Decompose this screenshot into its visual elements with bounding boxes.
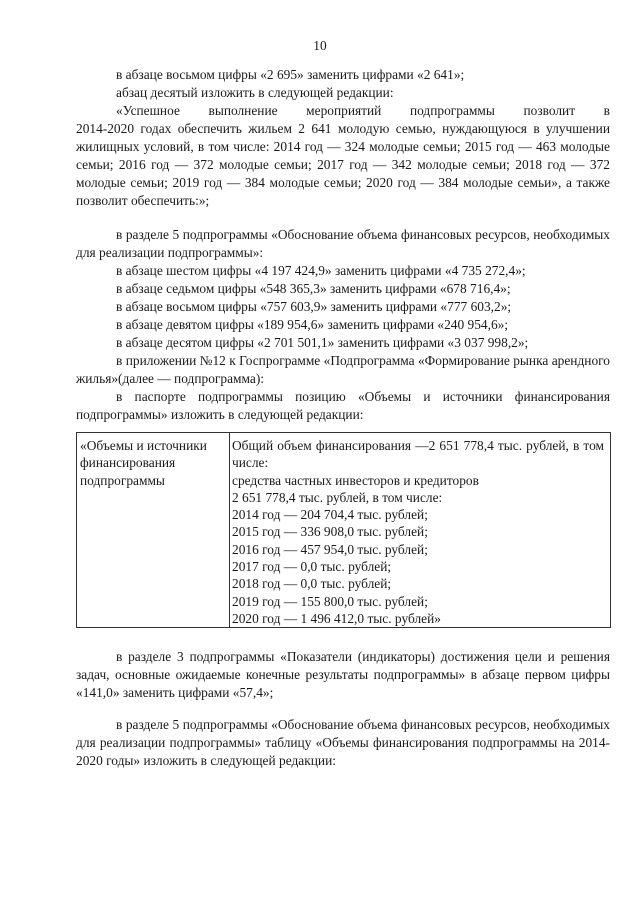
list-item: в абзаце восьмом цифры «757 603,9» заменить цифрами «777 603,2»; (116, 299, 512, 314)
quote-word: мероприятий (306, 103, 382, 118)
quote-word: подпрограммы (409, 103, 495, 118)
quote-first-line (76, 102, 610, 120)
quote-word: позволит (523, 103, 576, 118)
section-5-intro: в разделе 5 подпрограммы «Обоснование объема финансовых ресурсов, необходимых для реализации подпрограммы»: (76, 227, 610, 260)
financing-label-cell (77, 433, 230, 627)
amendment-section-1 (76, 66, 610, 210)
list-item: в абзаце седьмом цифры «548 365,3» заменить цифрами «678 716,4»; (116, 281, 511, 296)
amendment-section-4 (76, 716, 610, 770)
list-item: в абзаце девятом цифры «189 954,6» заменить цифрами «240 954,6»; (116, 317, 509, 332)
quote-word: «Успешное (116, 103, 180, 118)
financing-table-paragraph: в разделе 5 подпрограммы «Обоснование объема финансовых ресурсов, необходимых для реализации подпрограммы» таблицу «Объемы финансирования подпрограммы на 2014-2020 годы» изложить в следующей редакции: (76, 717, 610, 768)
paragraph-tenth-intro: абзац десятый изложить в следующей редакции: (116, 85, 394, 100)
financing-year-row: 2016 год — 457 954,0 тыс. рублей; (232, 541, 428, 557)
financing-year-row: 2017 год — 0,0 тыс. рублей; (232, 559, 392, 575)
page-number: 10 (313, 38, 327, 53)
financing-line: средства частных инвесторов и кредиторов (232, 472, 479, 488)
financing-year-row: 2015 год — 336 908,0 тыс. рублей; (232, 524, 428, 540)
financing-year-row: 2019 год — 155 800,0 тыс. рублей; (232, 593, 428, 609)
quote-word: в (603, 103, 610, 118)
financing-year-row: 2018 год — 0,0 тыс. рублей; (232, 576, 392, 592)
passport-paragraph: в паспорте подпрограммы позицию «Объемы и источники финансирования подпрограммы» изложить в следующей редакции: (76, 389, 610, 422)
quote-word: выполнение (208, 103, 278, 118)
financing-year-row: 2014 год — 204 704,4 тыс. рублей; (232, 507, 428, 523)
list-item: в абзаце шестом цифры «4 197 424,9» заменить цифрами «4 735 272,4»; (116, 263, 526, 278)
indicators-paragraph: в разделе 3 подпрограммы «Показатели (индикаторы) достижения цели и решения задач, основные ожидаемые конечные результаты подпрограммы» в абзаце первом цифры «141,0» заменить цифрами «57,4»; (76, 649, 610, 700)
paragraph-digits-eighth: в абзаце восьмом цифры «2 695» заменить цифрами «2 641»; (116, 67, 465, 82)
list-item: в абзаце десятом цифры «2 701 501,1» заменить цифрами «3 037 998,2»; (116, 335, 529, 350)
financing-values-cell (230, 433, 610, 627)
amendment-section-2 (76, 226, 610, 424)
financing-table (76, 432, 611, 628)
financing-line: 2 651 778,4 тыс. рублей, в том числе: (232, 489, 443, 505)
financing-label: «Объемы и источники финансирования подпрограммы (80, 438, 207, 488)
quote-body: 2014-2020 годах обеспечить жильем 2 641 молодую семью, нуждающуюся в улучшении жилищных условий, в том числе: 2014 год — 324 молодые семьи; 2015 год — 463 молодые семьи; 2016 год — 372 молодые семьи; 2017 год — 342 молодые семьи; 2018 год — 372 молодые семьи; 2019 год — 384 молодые семьи; 2020 год — 384 молодые семьи», а также позволит обеспечить:»; (76, 121, 610, 208)
financing-total: Общий объем финансирования —2 651 778,4 тыс. рублей, в том числе: (232, 438, 604, 471)
appendix-paragraph: в приложении №12 к Госпрограмме «Подпрограмма «Формирование рынка арендного жилья»(далее — подпрограмма): (76, 353, 610, 386)
financing-year-row: 2020 год — 1 496 412,0 тыс. рублей» (232, 610, 441, 626)
amendment-section-3 (76, 648, 610, 702)
